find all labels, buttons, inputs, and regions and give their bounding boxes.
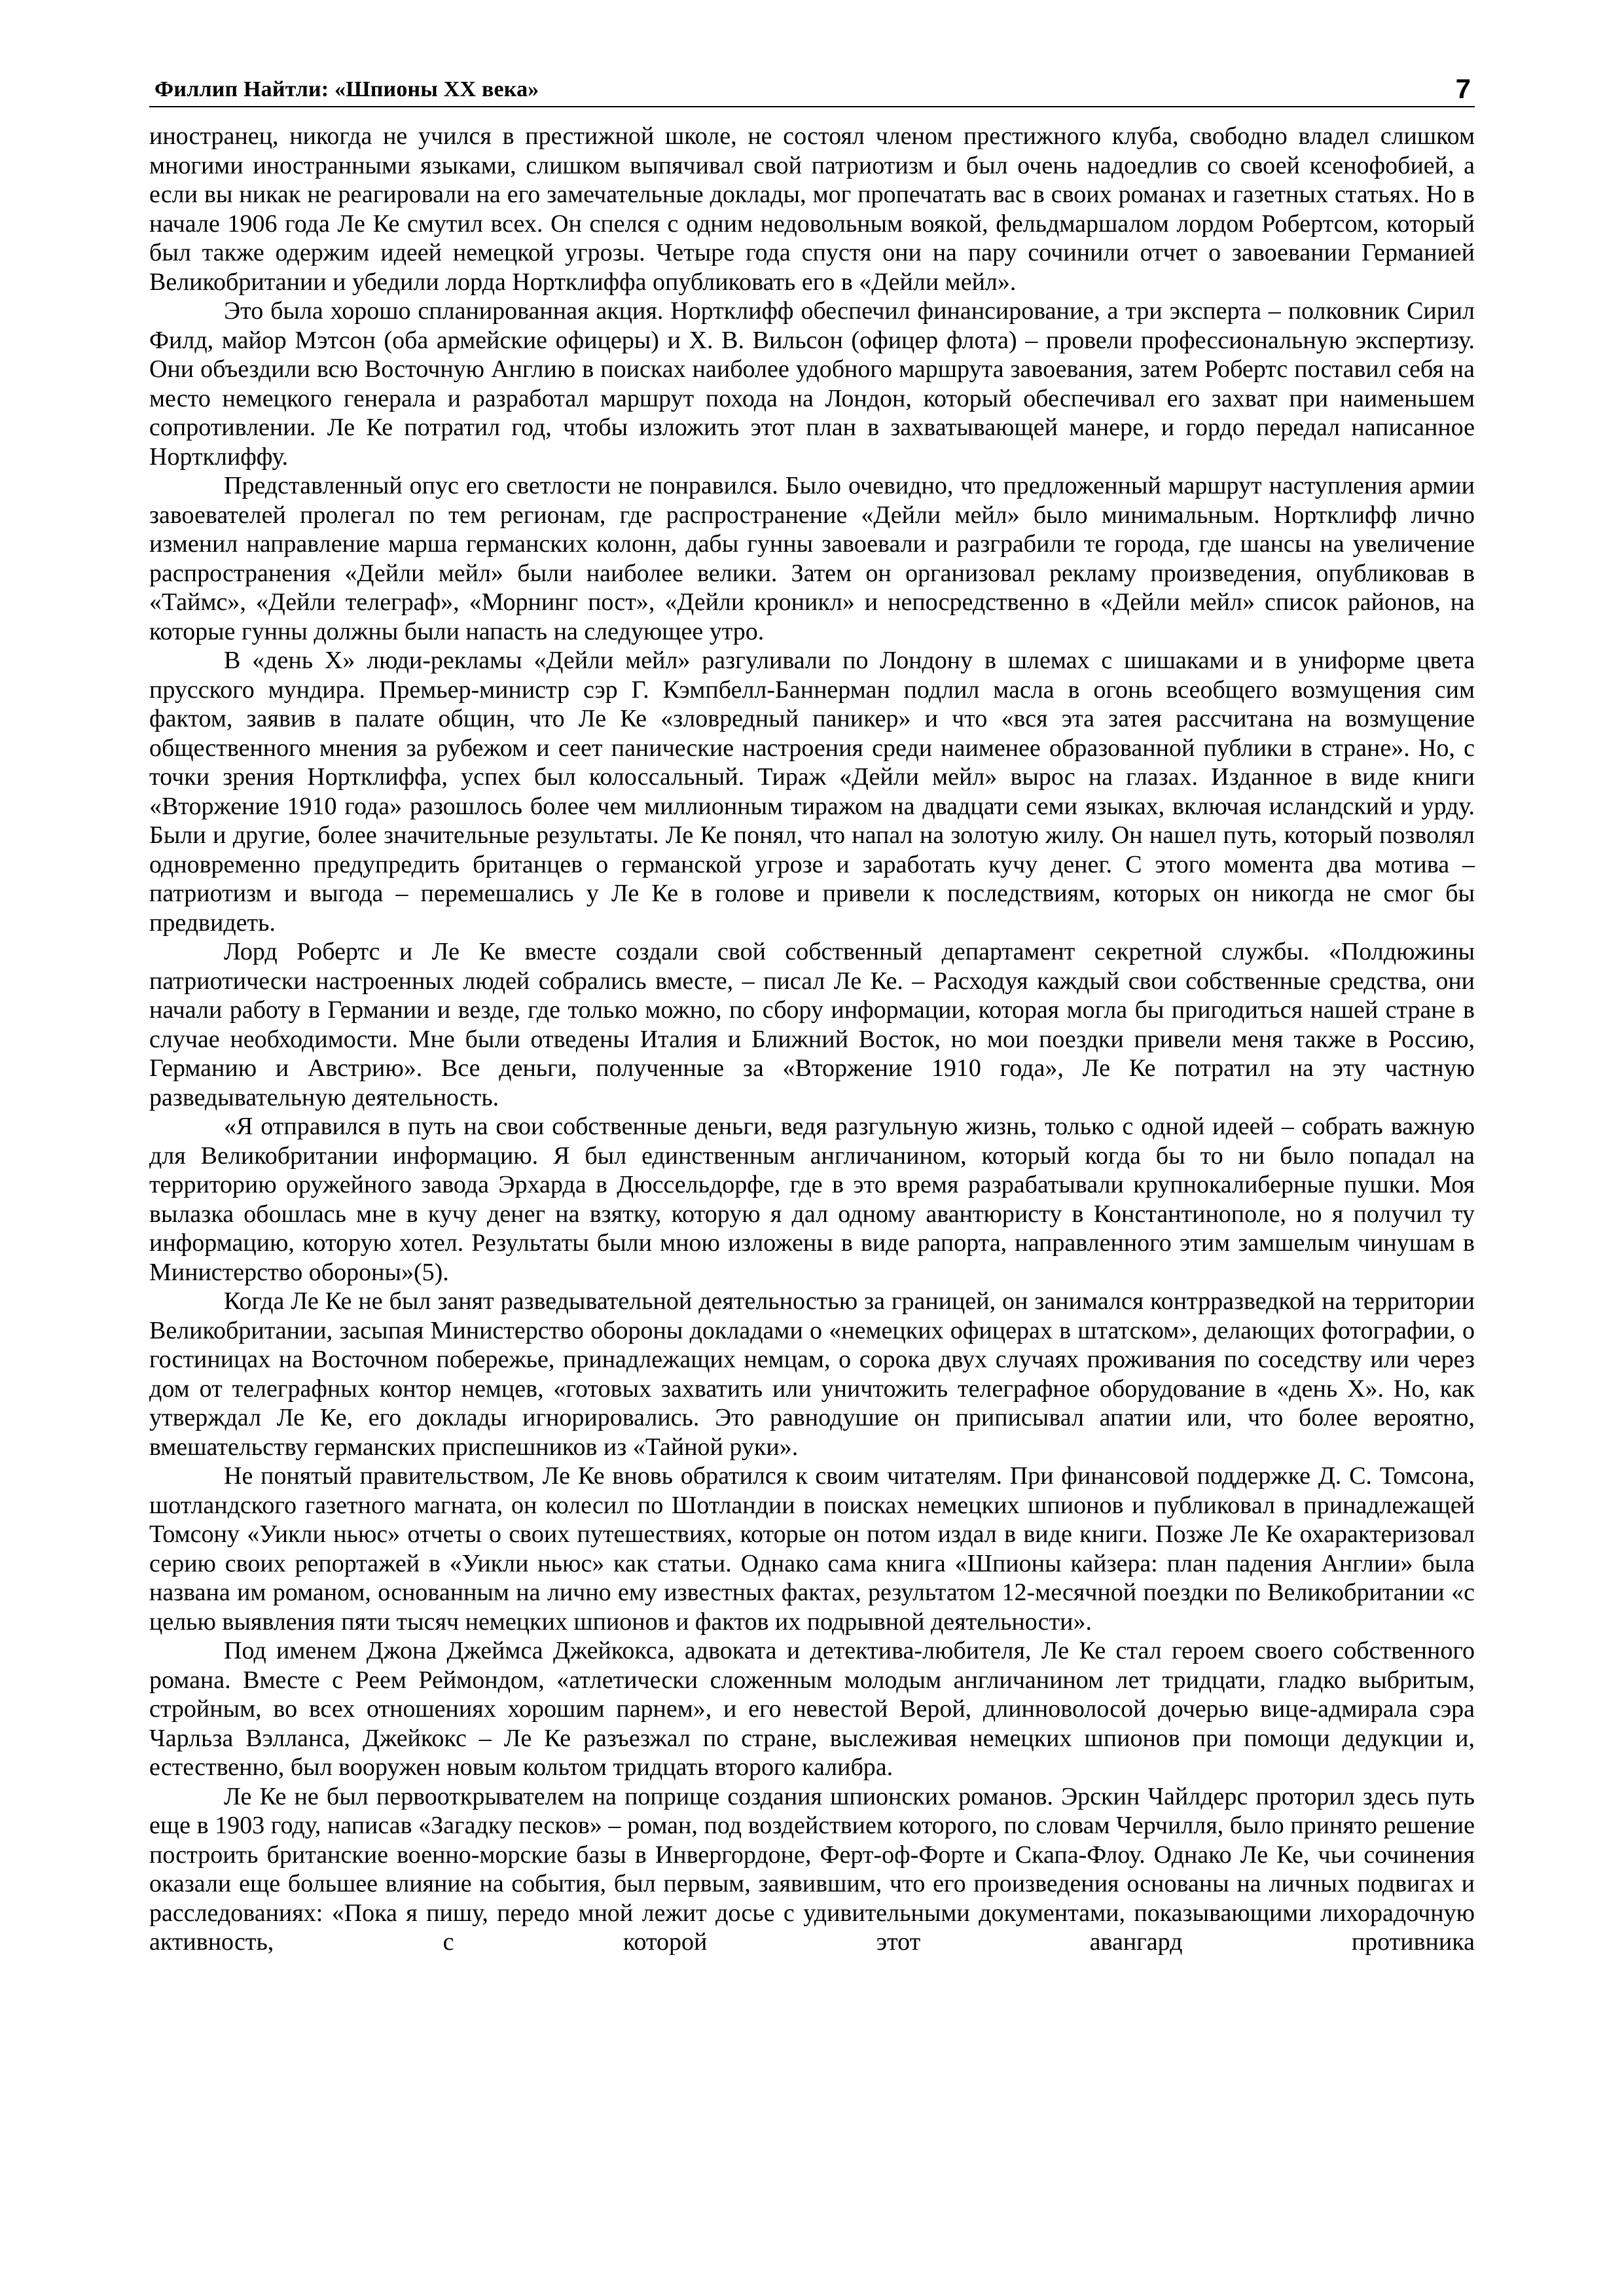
paragraph: Это была хорошо спланированная акция. Нортклифф обеспечил финансирование, а три эксперта – полковник Сирил Филд, майор Мэтсон (оба армейские офицеры) и Х. В. Вильсон (офицер флота) – провели профессиональную экспертизу. Они объездили всю Восточную Англию в поисках наиболее удобного маршрута завоевания, затем Робертс поставил себя на место немецкого генерала и разработал маршрут похода на Лондон, который обеспечивал его захват при наименьшем сопротивлении. Ле Ке потратил год, чтобы изложить этот план в захватывающей манере, и гордо передал написанное Нортклиффу.: [149, 297, 1475, 471]
running-header: [149, 65, 1475, 107]
paragraph: Ле Ке не был первооткрывателем на поприще создания шпионских романов. Эрскин Чайлдерс проторил здесь путь еще в 1903 году, написав «Загадку песков» – роман, под воздействием которого, по словам Черчилля, было принято решение построить британские военно-морские базы в Инвергордоне, Ферт-оф-Форте и Скапа-Флоу. Однако Ле Ке, чьи сочинения оказали еще большее влияние на события, был первым, заявившим, что его произведения основаны на личных подвигах и расследованиях: «Пока я пишу, передо мной лежит досье с удивительными документами, показывающими лихорадочную активность, с которой этот авангард противника: [149, 1782, 1475, 1956]
page-number: 7: [1455, 73, 1471, 104]
paragraph: В «день Х» люди-рекламы «Дейли мейл» разгуливали по Лондону в шлемах с шишаками и в униформе цвета прусского мундира. Премьер-министр сэр Г. Кэмпбелл-Баннерман подлил масла в огонь всеобщего возмущения сим фактом, заявив в палате общин, что Ле Ке «зловредный паникер» и что «вся эта затея рассчитана на возмущение общественного мнения за рубежом и сеет панические настроения среди наименее образованной публики в стране». Но, с точки зрения Нортклиффа, успех был колоссальный. Тираж «Дейли мейл» вырос на глазах. Изданное в виде книги «Вторжение 1910 года» разошлось более чем миллионным тиражом на двадцати семи языках, включая исландский и урду. Были и другие, более значительные результаты. Ле Ке понял, что напал на золотую жилу. Он нашел путь, который позволял одновременно предупредить британцев о германской угрозе и заработать кучу денег. С этого момента два мотива – патриотизм и выгода – перемешались у Ле Ке в голове и привели к последствиям, которых он никогда не смог бы предвидеть.: [149, 647, 1475, 937]
paragraph: Не понятый правительством, Ле Ке вновь обратился к своим читателям. При финансовой поддержке Д. С. Томсона, шотландского газетного магната, он колесил по Шотландии в поисках немецких шпионов и публиковал в принадлежащей Томсону «Уикли ньюс» отчеты о своих путешествиях, которые он потом издал в виде книги. Позже Ле Ке охарактеризовал серию своих репортажей в «Уикли ньюс» как статьи. Однако сама книга «Шпионы кайзера: план падения Англии» была названа им романом, основанным на лично ему известных фактах, результатом 12-месячной поездки по Великобритании «с целью выявления пяти тысяч немецких шпионов и фактов их подрывной деятельности».: [149, 1462, 1475, 1636]
paragraph: Когда Ле Ке не был занят разведывательной деятельностью за границей, он занимался контрразведкой на территории Великобритании, засыпая Министерство обороны докладами о «немецких офицерах в штатском», делающих фотографии, о гостиницах на Восточном побережье, принадлежащих немцам, о сорока двух случаях проживания по соседству или через дом от телеграфных контор немцев, «готовых захватить или уничтожить телеграфное оборудование в «день Х». Но, как утверждал Ле Ке, его доклады игнорировались. Это равнодушие он приписывал апатии или, что более вероятно, вмешательству германских приспешников из «Тайной руки».: [149, 1287, 1475, 1461]
article-body: [149, 122, 1475, 1957]
document-page: [149, 65, 1475, 1957]
paragraph: «Я отправился в путь на свои собственные деньги, ведя разгульную жизнь, только с одной идеей – собрать важную для Великобритании информацию. Я был единственным англичанином, который когда бы то ни было попадал на территорию оружейного завода Эрхарда в Дюссельдорфе, где в это время разрабатывали крупнокалиберные пушки. Моя вылазка обошлась мне в кучу денег на взятку, которую я дал одному авантюристу в Константинополе, но я получил ту информацию, которую хотел. Результаты были мною изложены в виде рапорта, направленного этим замшелым чинушам в Министерство обороны»(5).: [149, 1113, 1475, 1286]
paragraph: Лорд Робертс и Ле Ке вместе создали свой собственный департамент секретной службы. «Полдюжины патриотически настроенных людей собрались вместе, – писал Ле Ке. – Расходуя каждый свои собственные средства, они начали работу в Германии и везде, где только можно, по сбору информации, которая могла бы пригодиться нашей стране в случае необходимости. Мне были отведены Италия и Ближний Восток, но мои поездки привели меня также в Россию, Германию и Австрию». Все деньги, полученные за «Вторжение 1910 года», Ле Ке потратил на эту частную разведывательную деятельность.: [149, 938, 1475, 1111]
paragraph: иностранец, никогда не учился в престижной школе, не состоял членом престижного клуба, свободно владел слишком многими иностранными языками, слишком выпячивал свой патриотизм и был очень надоедлив со своей ксенофобией, а если вы никак не реагировали на его замечательные доклады, мог пропечатать вас в своих романах и газетных статьях. Но в начале 1906 года Ле Ке смутил всех. Он спелся с одним недовольным воякой, фельдмаршалом лордом Робертсом, который был также одержим идеей немецкой угрозы. Четыре года спустя они на пару сочинили отчет о завоевании Германией Великобритании и убедили лорда Нортклиффа опубликовать его в «Дейли мейл».: [149, 122, 1475, 296]
book-title-header: Филлип Найтли: «Шпионы XX века»: [154, 77, 539, 101]
paragraph: Представленный опус его светлости не понравился. Было очевидно, что предложенный маршрут наступления армии завоевателей пролегал по тем регионам, где распространение «Дейли мейл» было минимальным. Нортклифф лично изменил направление марша германских колонн, дабы гунны завоевали и разграбили те города, где шансы на увеличение распространения «Дейли мейл» были наиболее велики. Затем он организовал рекламу произведения, опубликовав в «Таймс», «Дейли телеграф», «Морнинг пост», «Дейли кроникл» и непосредственно в «Дейли мейл» список районов, на которые гунны должны были напасть на следующее утро.: [149, 472, 1475, 645]
paragraph: Под именем Джона Джеймса Джейкокса, адвоката и детектива-любителя, Ле Ке стал героем своего собственного романа. Вместе с Реем Реймондом, «атлетически сложенным молодым англичанином лет тридцати, гладко выбритым, стройным, во всех отношениях хорошим парнем», и его невестой Верой, длинноволосой дочерью вице-адмирала сэра Чарльза Вэлланса, Джейкокс – Ле Ке разъезжал по стране, выслеживая немецких шпионов при помощи дедукции и, естественно, был вооружен новым кольтом тридцать второго калибра.: [149, 1637, 1475, 1781]
